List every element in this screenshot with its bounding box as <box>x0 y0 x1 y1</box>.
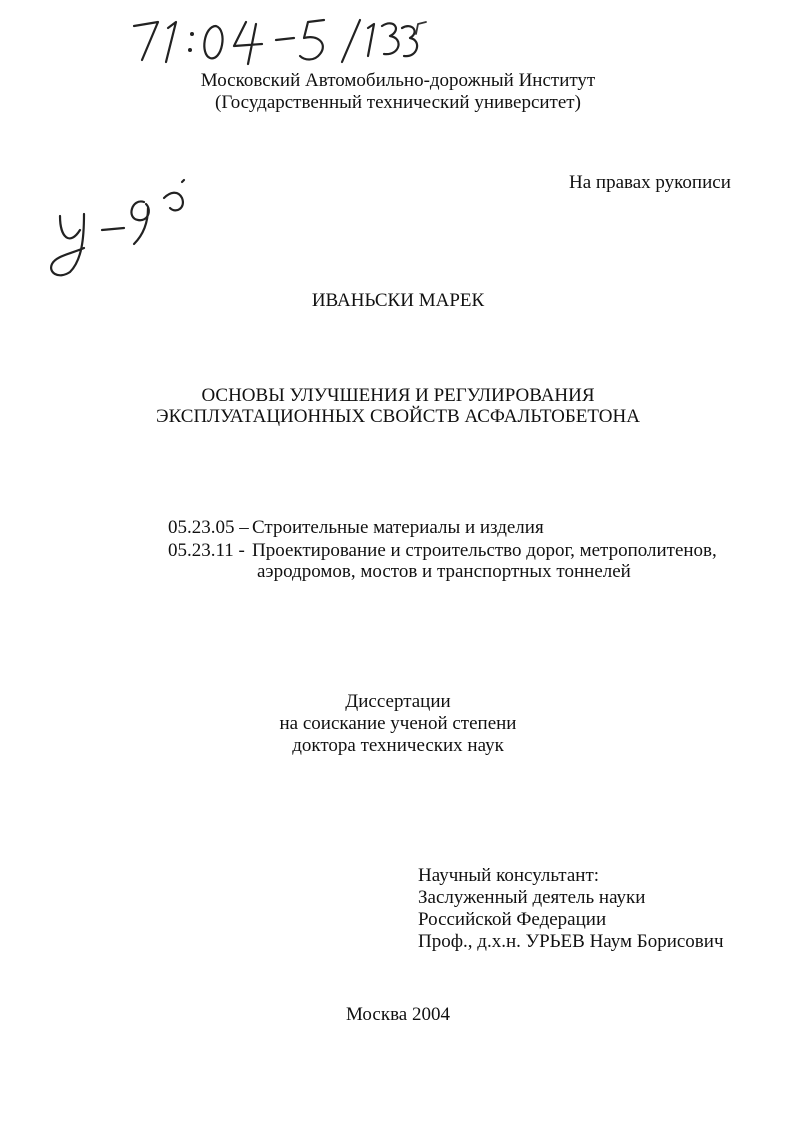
archive-number-handwriting <box>128 4 428 74</box>
place-year: Москва 2004 <box>346 1004 450 1025</box>
title-line-1: ОСНОВЫ УЛУЧШЕНИЯ И РЕГУЛИРОВАНИЯ <box>201 385 595 406</box>
signature-mark <box>40 168 200 283</box>
degree-line-2: на соискание ученой степени <box>279 713 517 734</box>
institution-subtitle: (Государственный технический университет) <box>215 92 581 113</box>
specialty-name-2: Проектирование и строительство дорог, метрополитенов, <box>252 540 717 561</box>
specialty-code-1: 05.23.05 – <box>168 517 249 538</box>
rights-notice: На правах рукописи <box>569 172 731 193</box>
consultant-title: Заслуженный деятель науки <box>418 887 646 908</box>
institution-name: Московский Автомобильно-дорожный Институт <box>200 70 596 91</box>
degree-line-1: Диссертации <box>345 691 451 712</box>
consultant-name: Проф., д.х.н. УРЬЕВ Наум Борисович <box>418 931 724 952</box>
consultant-country: Российской Федерации <box>418 909 607 930</box>
specialty-code-2: 05.23.11 - <box>168 540 245 561</box>
degree-line-3: доктора технических наук <box>292 735 504 756</box>
author-name: ИВАНЬСКИ МАРЕК <box>311 290 485 311</box>
specialty-continuation-2: аэродромов, мостов и транспортных тоннелей <box>257 561 631 582</box>
specialty-name-1: Строительные материалы и изделия <box>252 517 544 538</box>
consultant-label: Научный консультант: <box>418 865 600 886</box>
title-line-2: ЭКСПЛУАТАЦИОННЫХ СВОЙСТВ АСФАЛЬТОБЕТОНА <box>156 406 640 427</box>
